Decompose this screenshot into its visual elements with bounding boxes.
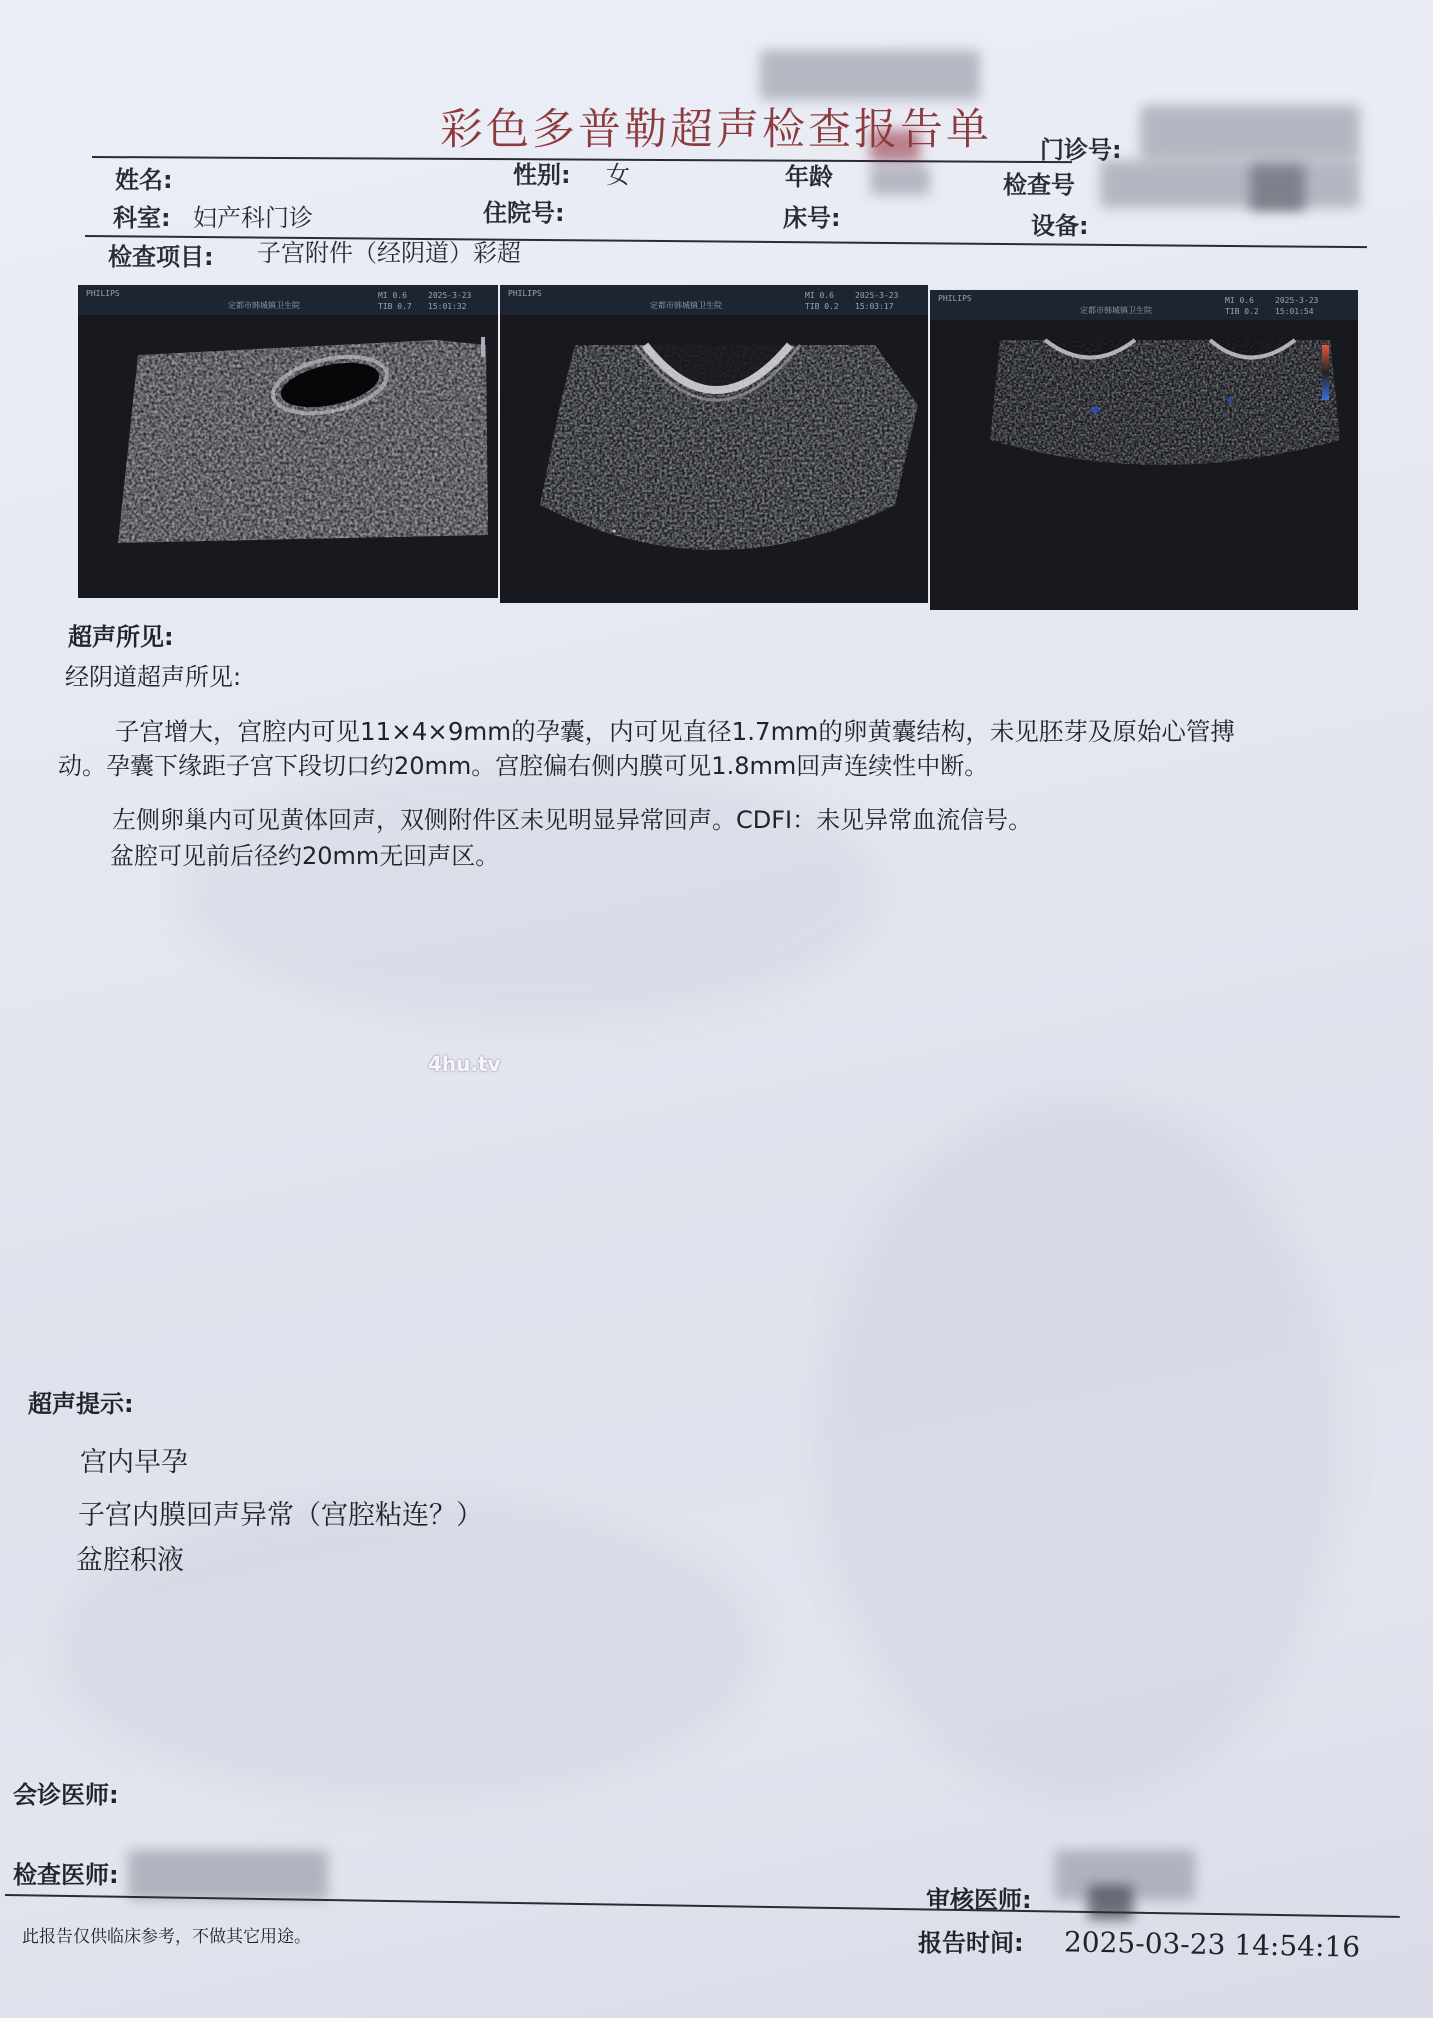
privacy-blur [1100, 160, 1360, 208]
gender-value: 女 [606, 161, 630, 189]
ultrasound-scan [930, 290, 1358, 610]
ultrasound-image-1 [78, 285, 498, 598]
privacy-blur [1088, 1885, 1133, 1920]
paper-shadow [820, 1100, 1340, 1800]
findings-heading: 超声所见: [68, 623, 174, 651]
conclusion-item: 宫内早孕 [80, 1447, 188, 1478]
date-text: 2025-3-23 [1275, 296, 1319, 305]
brand-text: PHILIPS [938, 294, 972, 303]
inpatient-no-label: 住院号: [483, 199, 565, 227]
age-label: 年龄 [785, 163, 833, 191]
privacy-blur [760, 50, 980, 100]
time-text: 15:01:32 [428, 302, 467, 311]
report-time-label: 报告时间: [918, 1929, 1024, 1957]
ultrasound-scan [500, 285, 928, 603]
privacy-blur [1140, 105, 1360, 160]
brand-text: PHILIPS [86, 289, 120, 298]
bed-label: 床号: [783, 204, 841, 232]
tib-text: TIB 0.2 [1225, 307, 1259, 316]
paper-shadow [180, 760, 880, 1020]
conclusion-item: 子宫内膜回声异常（宫腔粘连？） [78, 1500, 483, 1531]
time-text: 15:03:17 [855, 302, 894, 311]
findings-line-4: 盆腔可见前后径约20mm无回声区。 [110, 842, 500, 870]
privacy-blur [128, 1850, 328, 1900]
date-text: 2025-3-23 [428, 291, 472, 300]
report-title: 彩色多普勒超声检查报告单 [440, 105, 992, 155]
ultrasound-scan [78, 285, 498, 598]
mi-text: MI 0.6 [378, 291, 407, 300]
findings-line-2: 动。孕囊下缘距子宫下段切口约20mm。宫腔偏右侧内膜可见1.8mm回声连续性中断。 [58, 752, 989, 780]
brand-text: PHILIPS [508, 289, 542, 298]
mi-text: MI 0.6 [805, 291, 834, 300]
privacy-blur [870, 165, 930, 195]
dept-label: 科室: [113, 204, 171, 232]
name-label: 姓名: [115, 166, 173, 194]
hospital-text: 定都市韩城镇卫生院 [1080, 306, 1152, 315]
findings-line-1: 子宫增大，宫腔内可见11×4×9mm的孕囊，内可见直径1.7mm的卵黄囊结构，未见胚芽及原始心管搏 [115, 717, 1235, 746]
mi-text: MI 0.6 [1225, 296, 1254, 305]
gender-label: 性别: [513, 161, 571, 189]
watermark: 4hu.tv [428, 1052, 501, 1076]
disclaimer-text: 此报告仅供临床参考，不做其它用途。 [22, 1927, 311, 1947]
dept-value: 妇产科门诊 [193, 204, 313, 232]
ultrasound-image-3 [930, 290, 1358, 610]
findings-line-3: 左侧卵巢内可见黄体回声，双侧附件区未见明显异常回声。CDFI：未见异常血流信号。 [112, 806, 1033, 834]
time-text: 15:01:54 [1275, 307, 1314, 316]
tib-text: TIB 0.2 [805, 302, 839, 311]
exam-doctor-label: 检查医师: [13, 1861, 119, 1889]
exam-item-label: 检查项目: [108, 243, 214, 271]
svg-text:◆: ◆ [612, 527, 617, 535]
hospital-text: 定都市韩城镇卫生院 [228, 301, 300, 310]
report-time-value: 2025-03-23 14:54:16 [1063, 1925, 1361, 1964]
outpatient-no-label: 门诊号: [1040, 136, 1122, 164]
conclusion-heading: 超声提示: [28, 1390, 134, 1418]
exam-no-label: 检查号 [1003, 171, 1075, 199]
header-rule-top [92, 156, 1072, 163]
consult-doctor-label: 会诊医师: [13, 1781, 119, 1809]
findings-subheading: 经阴道超声所见: [65, 663, 242, 691]
tib-text: TIB 0.7 [378, 302, 412, 311]
device-label: 设备: [1031, 212, 1089, 240]
ultrasound-image-2 [500, 285, 928, 603]
date-text: 2025-3-23 [855, 291, 899, 300]
review-doctor-label: 审核医师: [926, 1886, 1032, 1914]
conclusion-item: 盆腔积液 [76, 1545, 184, 1576]
hospital-text: 定都市韩城镇卫生院 [650, 301, 722, 310]
exam-item-value: 子宫附件（经阴道）彩超 [257, 239, 521, 267]
